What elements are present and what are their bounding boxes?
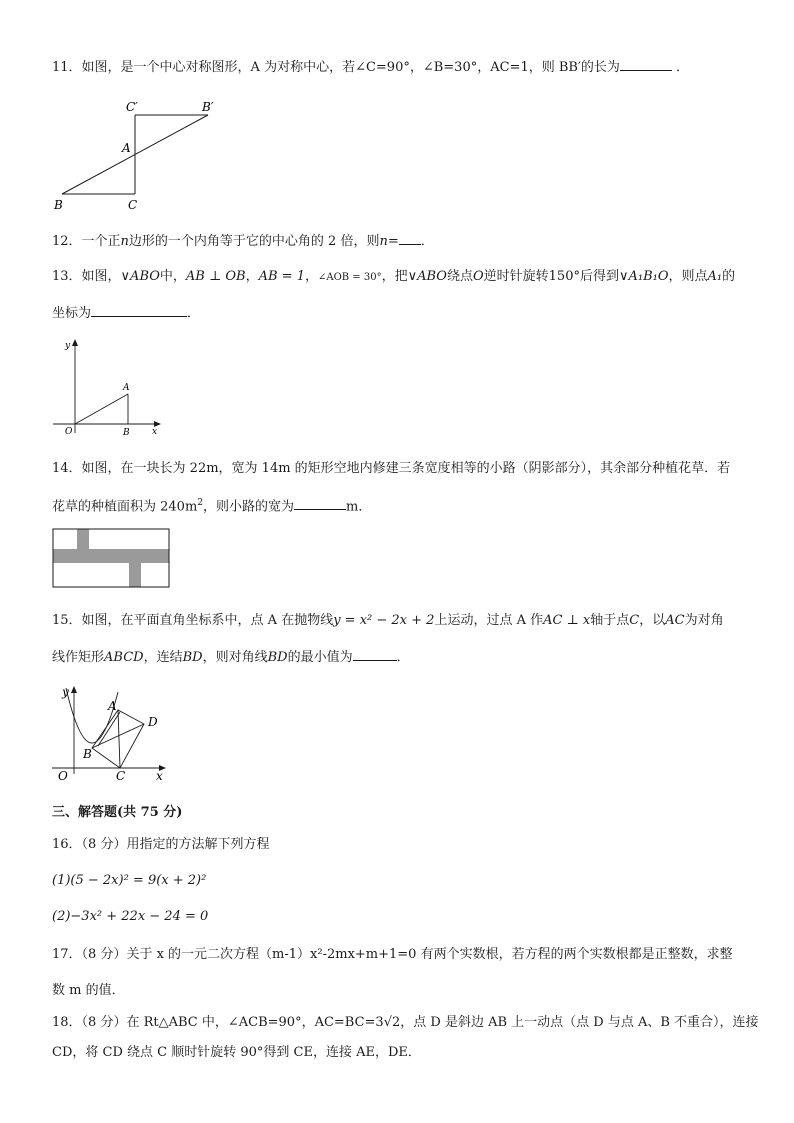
q13-label-y: y	[65, 341, 71, 351]
q13-pre: 13．如图，	[52, 269, 121, 284]
q15-line2	[52, 648, 754, 667]
section-3-heading: 三、解答题(共 75 分)	[52, 805, 183, 820]
q14-answer-blank[interactable]	[294, 497, 346, 510]
q15-answer-blank[interactable]	[353, 648, 397, 661]
q13-tri2: ∨ABO	[407, 269, 447, 284]
q18-line1	[52, 1014, 759, 1032]
q15-label-a: A	[108, 699, 117, 713]
q18-sqrt: √2	[383, 1015, 401, 1030]
q11-label-bprime: B′	[202, 100, 214, 114]
q12-n2: n	[379, 234, 388, 249]
q11-answer-blank[interactable]	[620, 58, 672, 71]
q12-pre: 12．一个正	[52, 234, 121, 249]
q14-sq: 2	[197, 498, 204, 508]
q15-label-c: C	[116, 769, 126, 783]
q11-text	[52, 58, 754, 77]
q15-aux-line1	[98, 712, 120, 746]
q13-line1	[52, 268, 754, 287]
q15-line2c: ，则对角线	[202, 650, 268, 665]
q14-road-vertical-bottom	[129, 563, 141, 587]
q13-cond3: ∠AOB = 30°	[317, 272, 382, 283]
q15-diagonal-ac	[118, 710, 120, 768]
q15-label-b: B	[83, 747, 92, 761]
q13-end: ．	[187, 306, 201, 321]
q14-figure	[52, 528, 172, 590]
q15-rect: ABCD	[104, 650, 144, 665]
q12-n: n	[120, 234, 129, 249]
q13-cond2: AB = 1	[258, 269, 305, 284]
q14-road-vertical-top	[77, 529, 89, 549]
q15-mid4: 为对角	[684, 613, 724, 628]
q14-line1	[52, 460, 754, 478]
q12-eq: =	[387, 234, 399, 249]
q15-end: ．	[396, 650, 410, 665]
q13-ba: ，把	[381, 269, 408, 284]
q15-label-o: O	[58, 769, 68, 783]
q17-line1: 17．（8 分）关于 x 的一元二次方程（m-1）x²-2mx+m+1=0 有两个实数根，若方程的两个实数根都是正整数，求整	[52, 947, 733, 962]
q16-equation-2: (2)−3x² + 22x − 24 = 0	[52, 909, 209, 924]
q12-answer-blank[interactable]	[399, 232, 421, 245]
q13-rotate: 逆时针旋转150°后得到	[483, 269, 619, 284]
q13-answer-blank[interactable]	[91, 304, 187, 317]
q14-road-horizontal	[53, 549, 169, 563]
q12-mid: 边形的一个内角等于它的中心角的 2 倍，则	[128, 234, 380, 249]
q13-coord-label: 坐标为	[52, 306, 92, 321]
q14-area: 花草的种植面积为 240m	[52, 499, 198, 515]
q13-sep2: ，	[304, 269, 318, 284]
q13-raodian: 绕点	[446, 269, 473, 284]
q13-figure	[50, 336, 170, 440]
q15-ac: AC	[665, 613, 685, 628]
q15-bd: BD	[182, 650, 203, 665]
q14-width-label: ，则小路的宽为	[203, 499, 295, 515]
q13-a1: A₁	[707, 269, 723, 284]
q13-y-arrow	[72, 339, 78, 346]
q13-sep1: ，	[245, 269, 259, 284]
q16-equation-1: (1)(5 − 2x)² = 9(x + 2)²	[52, 873, 207, 888]
q11-stem: 11．如图，是一个中心对称图形，A 为对称中心，若∠C=90°，∠B=30°，AC=1，则 BB′的长为	[52, 60, 620, 75]
q15-mid3: ，以	[639, 613, 666, 628]
q15-c: C	[629, 613, 640, 628]
q18-line2: CD，将 CD 绕点 C 顺时针旋转 90°得到 CE，连接 AE，DE．	[52, 1045, 421, 1060]
q15-bd2: BD	[267, 650, 288, 665]
q15-y-arrow	[71, 686, 77, 693]
q13-tri: ∨ABO	[120, 269, 160, 284]
q15-label-x: x	[156, 769, 163, 783]
q15-line1	[52, 612, 754, 630]
q16-heading: 16．（8 分）用指定的方法解下列方程	[52, 837, 270, 852]
q11-label-b: B	[54, 198, 63, 212]
q12-end: ．	[420, 234, 434, 249]
q13-label-b: B	[123, 428, 130, 438]
q13-line-o-a	[75, 394, 128, 424]
q14-stem: 14．如图，在一块长为 22m，宽为 14m 的矩形空地内修建三条宽度相等的小路（阴影部分），其余部分种植花草．若	[52, 461, 731, 476]
q11-label-c: C	[128, 198, 138, 212]
q14-line2	[52, 494, 754, 516]
q13-line2	[52, 304, 754, 323]
q13-label-o: O	[65, 427, 73, 437]
q15-mid1: 上运动，过点 A 作	[434, 613, 544, 628]
q13-label-x: x	[152, 427, 158, 437]
q15-figure	[50, 682, 180, 786]
q15-mid2: 轴于点	[590, 613, 630, 628]
q14-unit: m．	[346, 499, 372, 515]
q13-de: 的	[722, 269, 736, 284]
q11-label-cprime: C′	[126, 100, 138, 114]
q17-line2: 数 m 的值．	[52, 983, 125, 998]
q11-label-a: A	[122, 141, 131, 155]
q11-end: ．	[676, 60, 690, 75]
q13-zhong: 中，	[159, 269, 186, 284]
q13-o: O	[472, 269, 484, 284]
q18-pre: 18．（8 分）在 Rt△ABC 中，∠ACB=90°，AC=BC=3	[52, 1015, 384, 1030]
q15-perp: AC ⊥ x	[543, 613, 591, 628]
q15-label-d: D	[148, 715, 158, 729]
q15-line2b: ，连结	[143, 650, 183, 665]
q13-tri3: ∨A₁B₁O	[618, 269, 669, 284]
q15-label-y: y	[62, 685, 69, 699]
q15-line2a: 线作矩形	[52, 650, 105, 665]
q12-text	[52, 232, 754, 251]
q15-line2d: 的最小值为	[287, 650, 353, 665]
q11-figure	[50, 96, 220, 214]
q13-label-a: A	[123, 383, 130, 393]
q13-cond1: AB ⊥ OB	[185, 269, 246, 284]
q18-rest: ，点 D 是斜边 AB 上一动点（点 D 与点 A、B 不重合），连接	[400, 1015, 759, 1030]
q15-parabola: y = x² − 2x + 2	[333, 613, 435, 628]
q13-zedian: ，则点	[668, 269, 708, 284]
q15-pre: 15．如图，在平面直角坐标系中，点 A 在抛物线	[52, 613, 334, 628]
